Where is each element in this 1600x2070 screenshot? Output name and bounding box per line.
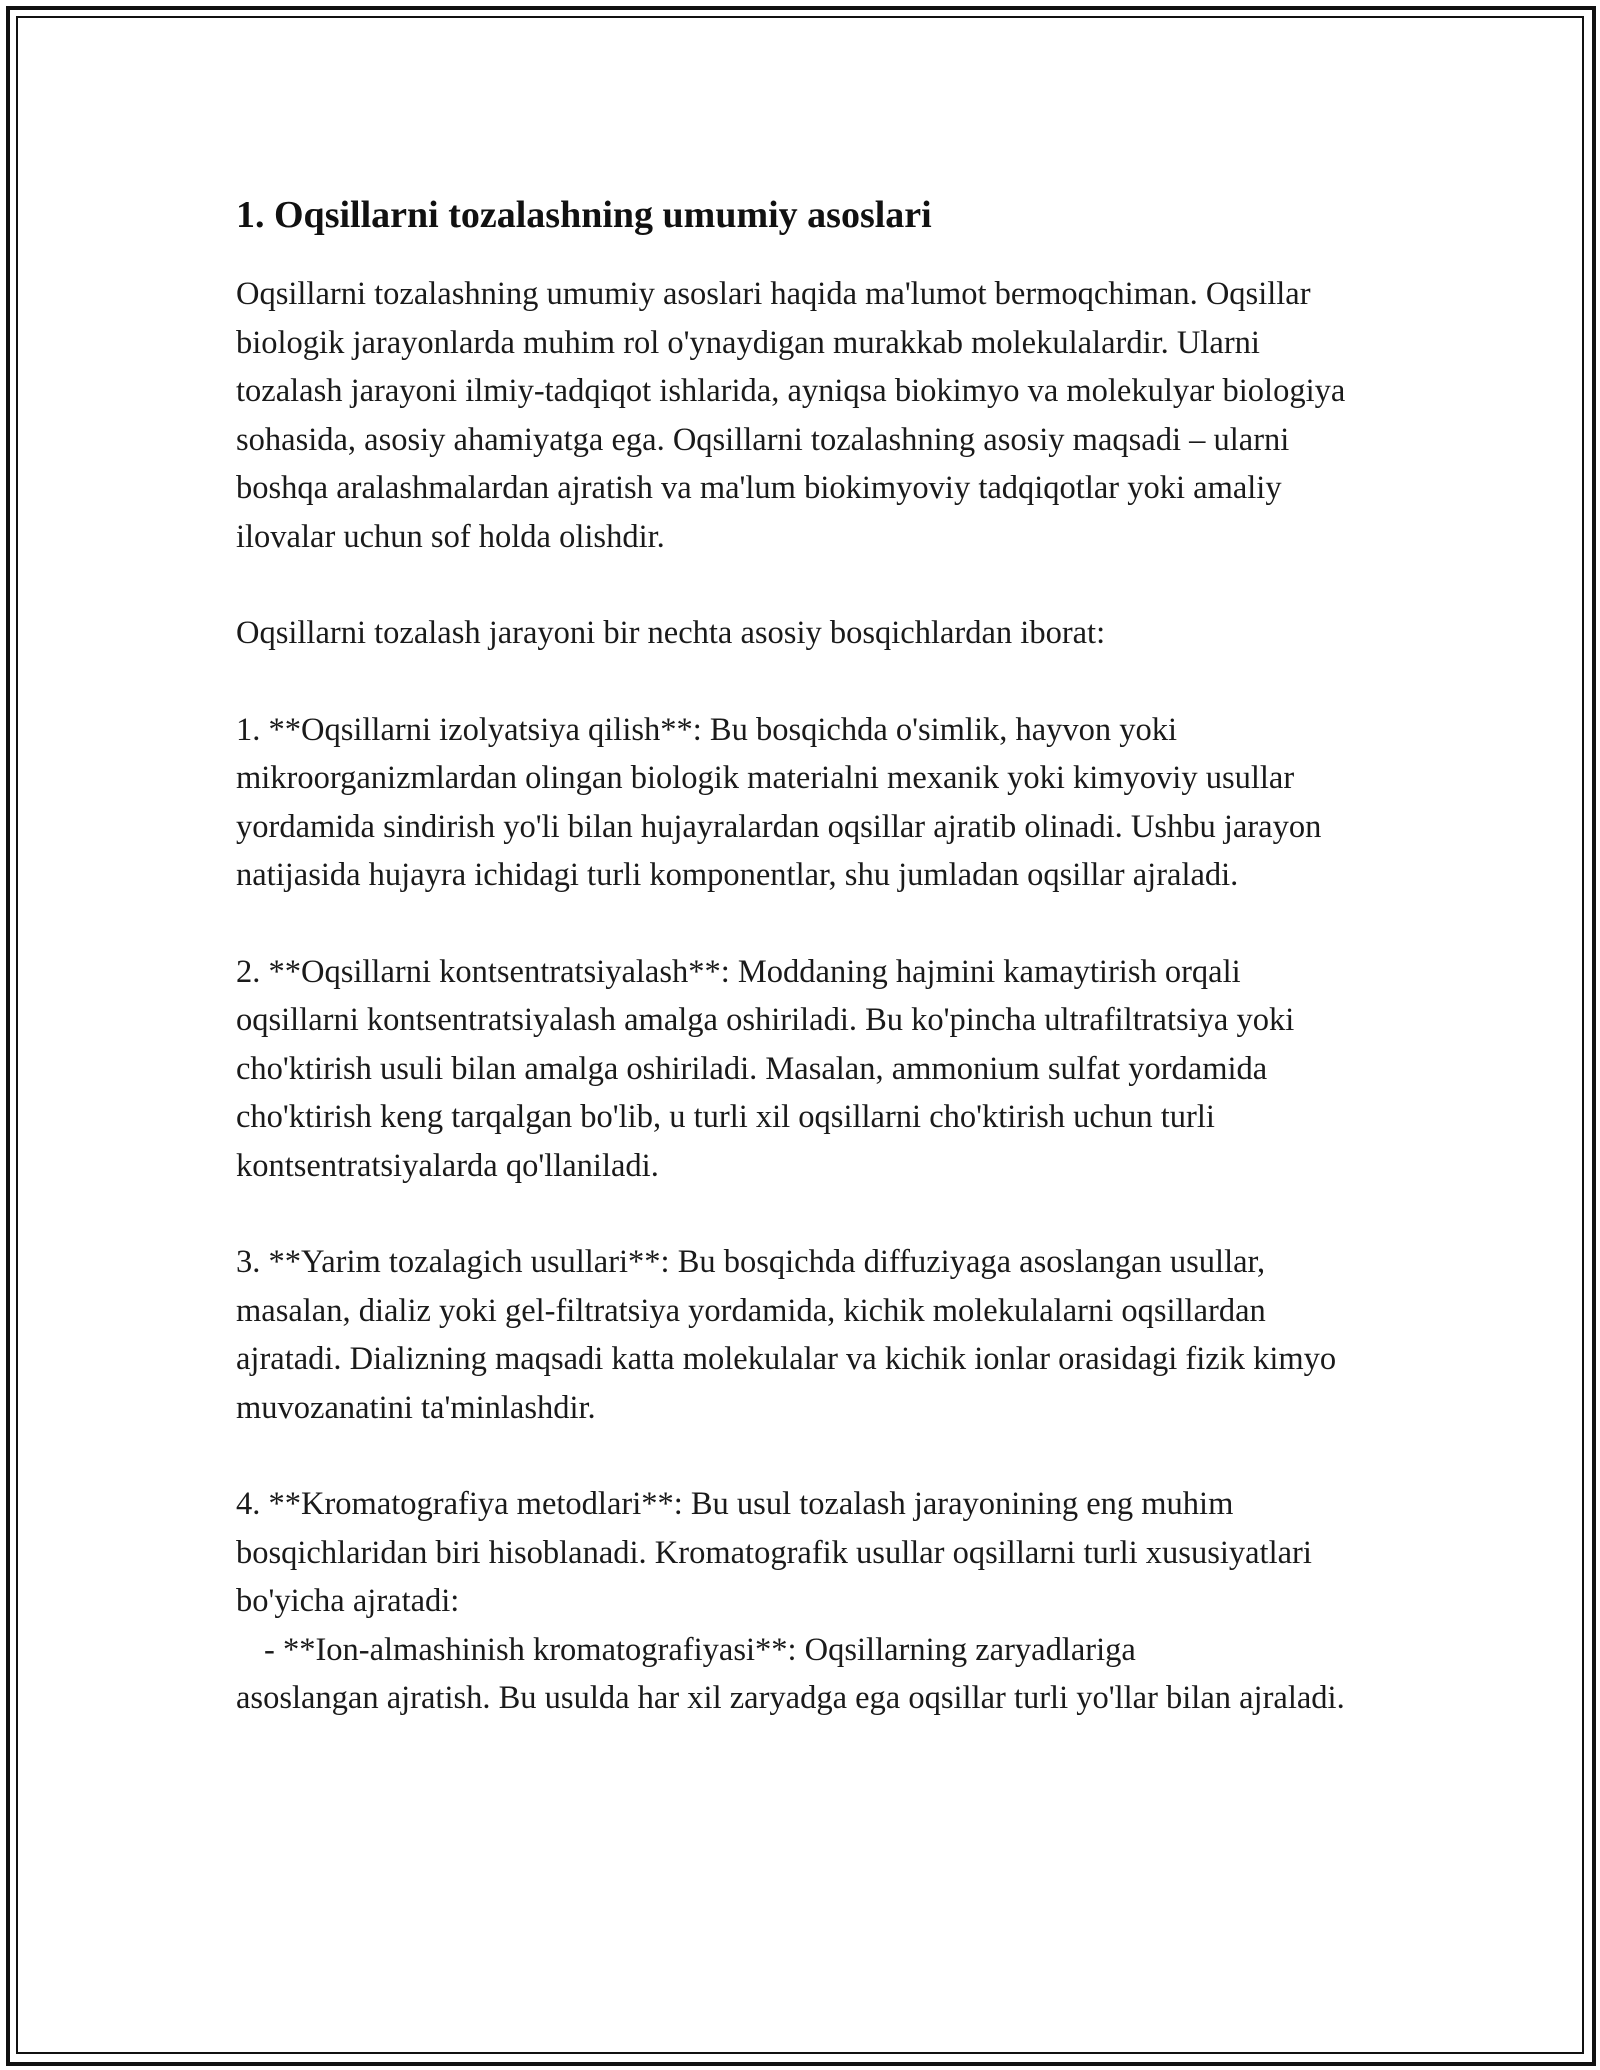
step-4-subitem-rest: asoslangan ajratish. Bu usulda har xil zaryadga ega oqsillar turli yo'llar bilan ajraladi. [236,1680,1345,1716]
section-heading: 1. Oqsillarni tozalashning umumiy asoslari [236,194,932,236]
paragraph-step-4 [236,1480,1366,1723]
paragraph-step-1: 1. **Oqsillarni izolyatsiya qilish**: Bu bosqichda o'simlik, hayvon yoki mikroorganizmlardan olingan biologik materialni mexanik yoki kimyoviy usullar yordamida sindirish yo'li bilan hujayralardan oqsillar ajratib olinadi. Ushbu jarayon natijasida hujayra ichidagi turli komponentlar, shu jumladan oqsillar ajraladi. [236,711,1322,893]
step-4-intro: 4. **Kromatografiya metodlari**: Bu usul tozalash jarayonining eng muhim bosqichlaridan biri hisoblanadi. Kromatografik usullar oqsillarni turli xususiyatlari bo'yicha ajratadi: [236,1486,1312,1619]
paragraph-step-3: 3. **Yarim tozalagich usullari**: Bu bosqichda diffuziyaga asoslangan usullar, masalan, dializ yoki gel-filtratsiya yordamida, kichik molekulalarni oqsillardan ajratadi. Dializning maqsadi katta molekulalar va kichik ionlar orasidagi fizik kimyo muvozanatini ta'minlashdir. [236,1244,1337,1426]
paragraph-intro: Oqsillarni tozalashning umumiy asoslari haqida ma'lumot bermoqchiman. Oqsillar biologik jarayonlarda muhim rol o'ynaydigan murakkab molekulalardir. Ularni tozalash jarayoni ilmiy-tadqiqot ishlarida, ayniqsa biokimyo va molekulyar biologiya sohasida, asosiy ahamiyatga ega. Oqsillarni tozalashning asosiy maqsadi – ularni boshqa aralashmalardan ajratish va ma'lum biokimyoviy tadqiqotlar yoki amaliy ilovalar uchun sof holda olishdir. [236,276,1346,555]
document-body [236,190,1366,1723]
paragraph-stages-lead: Oqsillarni tozalash jarayoni bir nechta asosiy bosqichlardan iborat: [236,615,1106,651]
step-4-subitem-lead: - **Ion-almashinish kromatografiyasi**: Oqsillarning zaryadlariga [264,1631,1136,1668]
paragraph-step-2: 2. **Oqsillarni kontsentratsiyalash**: Moddaning hajmini kamaytirish orqali oqsillarni kontsentratsiyalash amalga oshiriladi. Bu ko'pincha ultrafiltratsiya yoki cho'ktirish usuli bilan amalga oshiriladi. Masalan, ammonium sulfat yordamida cho'ktirish keng tarqalgan bo'lib, u turli xil oqsillarni cho'ktirish uchun turli kontsentratsiyalarda qo'llaniladi. [236,953,1295,1184]
